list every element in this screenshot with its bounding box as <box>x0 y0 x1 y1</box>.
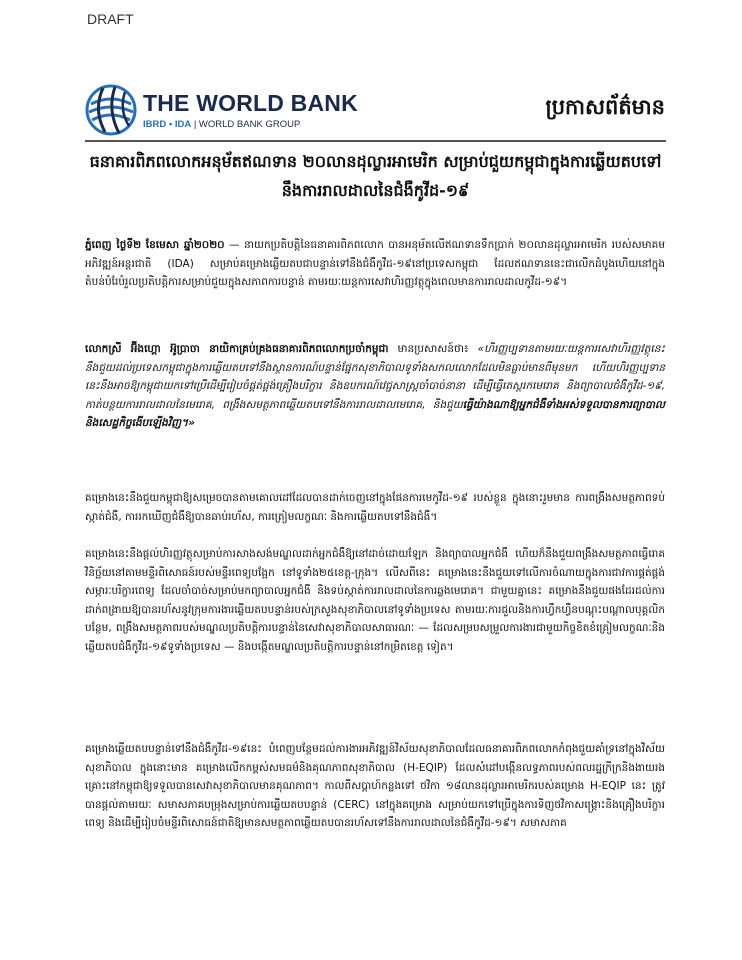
speaker-name: លោកស្រី អ៊ីងហ្គោ អ៊ូប្រាចា នាយិកាគ្រប់គ្រងធនាគារពិភពលោកប្រចាំកម្ពុជា <box>85 343 389 355</box>
brand-sub-ida: IBRD • IDA <box>143 119 192 130</box>
paragraph-5: គម្រោងឆ្លើយតបបន្ទាន់ទៅនឹងជំងឺកូវីដ-១៩នេះ បំពេញបន្ថែមដល់ការងារអភិវឌ្ឍន៍វិស័យសុខាភិបាលដែលធនាគារពិភពលោកកំពុងជួយគាំទ្រនៅក្នុងវិស័យសុខាភិបាល ក្នុងនោះមាន គម្រោងលើកកម្ពស់សមធម៌និងគុណភាពសុខាភិបាល (H-EQIP) ដែលសំដៅបង្កើនលទ្ធភាពរបស់ពលរដ្ឋក្រីក្រនិងងាយរងគ្រោះនៅកម្ពុជាឱ្យទទួលបានសេវាសុខាភិបាលមានគុណភាព។ កាលពីសប្តាហ៍កន្លងទៅ ថវិកា ១៨លានដុល្លារអាមេរិករបស់គម្រោង H-EQIP នេះ ត្រូវបានផ្តល់តាមរយៈ សមាសភាគបម្រុងសម្រាប់ការឆ្លើយតបបន្ទាន់ (CERC) នៅក្នុងគម្រោង សម្រាប់យកទៅប្រើក្នុងការទិញថវិកាសង្គ្រោះនិងគ្រឿងបរិក្ខារពេទ្យ និងដើម្បីរៀបចំមន្ទីរពិសោធន៍ជាតិឱ្យមានសមត្ថភាពឆ្លើយតបបានរហ័សទៅនឹងការរាលដាលនៃជំងឺកូវីដ-១៩។ សមាសភាគ <box>85 743 665 830</box>
quote-intro: មានប្រសាសន៍ថា៖ <box>388 343 478 355</box>
header-divider <box>85 140 666 142</box>
paragraph-2 <box>85 340 665 433</box>
paragraph-1-body: — នាយកប្រតិបត្តិនៃធនាគារពិភពលោក បានអនុម័តលើឥណទានទឹកប្រាក់ ២០លានដុល្លារអាមេរិក របស់សមាគមអភិវឌ្ឍន៍អន្តរជាតិ (IDA) សម្រាប់គម្រោងឆ្លើយតបជាបន្ទាន់ទៅនឹងជំងឺកូវីដ-១៩នៅប្រទេសកម្ពុជា ដែលឥណទាននេះជាលើកដំបូងហើយនៅក្នុងតំបន់បំរែបំរួលប្រតិបត្តិការសម្រាប់ជួយក្នុងសភាពការបន្ទាន់ តាមរយៈយន្តការសេវាហិរញ្ញវត្ថុក្នុងពេលមានការរាលដាលកូវីដ-១៩។ <box>85 239 665 289</box>
paragraph-1 <box>85 236 665 292</box>
brand-name: THE WORLD BANK <box>143 90 358 116</box>
press-release-headline: ធនាគារពិភពលោកអនុម័តឥណទាន ២០លានដុល្លារអាមេរិក សម្រាប់ជួយកម្ពុជាក្នុងការឆ្លើយតបទៅនឹងការរាលដាលនៃជំងឺកូវីដ-១៩ <box>89 152 662 200</box>
paragraph-4: គម្រោងនេះនឹងផ្តល់ហិរញ្ញវត្ថុសម្រាប់ការសាងសង់មណ្ឌលដាក់អ្នកជំងឺឱ្យនៅដាច់ដោយឡែក និងព្យាបាលអ្នកជំងឺ ហើយក៏នឹងជួយពង្រឹងសមត្ថភាពធ្វើរោគវិនិច្ឆ័យនៅតាមមន្ទីរពិសោធន៍របស់មន្ទីរពេទ្យបង្អែក នៅទូទាំង២៥ខេត្ត-ក្រុង។ លើសពីនេះ គម្រោងនេះនឹងជួយទៅលើការចំណាយក្នុងការជាវការផ្គត់ផ្គង់សម្ភារៈបរិក្ខារពេទ្យ ដែលចាំបាច់សម្រាប់មកព្យាបាលអ្នកជំងឺ និងទប់ស្កាត់ការរាលដាលនៃការឆ្លងមេរោគ។ ជាមួយគ្នានេះ គម្រោងនឹងជួយផងដែរដល់ការដាក់ពង្រាយឱ្យបានរហ័សនូវក្រុមការងារឆ្លើយតបបន្ទាន់របស់ក្រសួងសុខាភិបាលនៅទូទាំងប្រទេស តាមរយៈការជួលនិងការហ្វឹកហ្វឺនបណ្តុះបណ្តាលបុគ្គលិកបន្ថែម, ពង្រឹងសមត្ថភាពរបស់មណ្ឌលប្រតិបត្តិការបន្ទាន់នៃសេវាសុខាភិបាលសាធារណៈ — ដែលសម្របសម្រួលការងារជាមួយកិច្ចខិតខំត្រៀមលក្ខណៈនិងឆ្លើយតបជំងឺកូវីដ-១៩ទូទាំងប្រទេស — និងបង្កើតមណ្ឌលប្រតិបត្តិការបន្ទាន់នៅកម្រិតខេត្ត ទៀត។ <box>85 548 665 653</box>
globe-icon <box>85 84 137 136</box>
brand-subtitle <box>143 119 358 130</box>
draft-watermark: DRAFT <box>87 11 134 27</box>
quote-text: «ហិរញ្ញប្បទានតាមរយៈយន្តការសេវាហិរញ្ញវត្ថុនេះ នឹងជួយដល់ប្រទេសកម្ពុជាក្នុងការឆ្លើយតបទៅនឹងស្ថានការណ៍បន្ទាន់ផ្នែកសុខាភិបាលទូទាំងសកលលោកដែលមិនធ្លាប់មានពីមុនមក ហើយហិរញ្ញប្បទាននេះនឹងអាចឱ្យកម្ពុជាយកទៅប្រើដើម្បីរៀបចំផ្គត់ផ្គង់គ្រឿងបរិក្ខារ និងឧបករណ៍វេជ្ជសាស្ត្រចាំបាច់នានា ដើម្បីធ្វើតេស្តរកមេរោគ និងព្យាបាលជំងឺកូវីដ-១៩, កាត់បន្ថយការរាលដាលនៃមេរោគ, ពង្រឹងសមត្ថភាពឆ្លើយតបទៅនឹងការរាលដាលមេរោគ, និងជួយ <box>85 343 665 411</box>
brand-sub-group: | WORLD BANK GROUP <box>193 119 301 130</box>
paragraph-3: គម្រោងនេះនឹងជួយកម្ពុជាឱ្យសម្រេចបានតាមគោលដៅដែលបានដាក់ចេញនៅក្នុងផែនការមេកូវីដ-១៩ របស់ខ្លួន ក្នុងនោះរួមមាន ការពង្រឹងសមត្ថភាពទប់ស្កាត់ជំងឺ, ការរកឃើញជំងឺឱ្យបានឆាប់រហ័ស, ការត្រៀមលក្ខណៈ និងការឆ្លើយតបទៅនឹងជំងឺ។ <box>85 492 665 523</box>
dateline: ភ្នំពេញ ថ្ងៃទី២ ខែមេសា ឆ្នាំ២០២០ <box>85 239 225 251</box>
document-type-label: ប្រកាសព័ត៌មាន <box>545 95 665 119</box>
brand-wordmark <box>143 90 358 130</box>
document-header <box>85 84 665 140</box>
quote-text-end: ធ្វើយ៉ាងណាឱ្យអ្នកជំងឺទាំងអស់ទទួលបានការព្យាបាល និងសេដ្ឋកិច្ចងើបឡើងវិញ។» <box>85 398 665 430</box>
